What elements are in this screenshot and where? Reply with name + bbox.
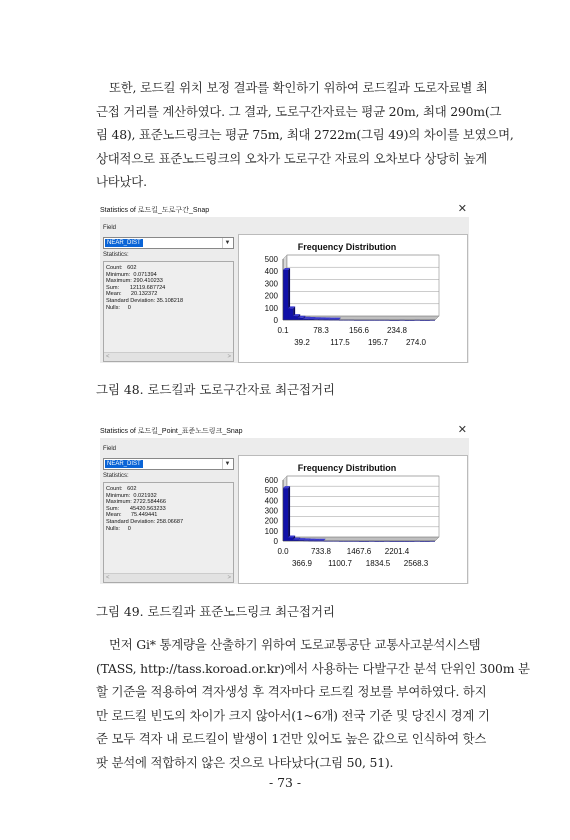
text-line: 팟 분석에 적합하지 않은 것으로 나타났다(그림 50, 51). xyxy=(96,754,394,770)
y-tick-label: 100 xyxy=(264,526,278,536)
chart-title: Frequency Distribution xyxy=(297,463,397,473)
field-select[interactable] xyxy=(103,458,234,470)
histogram-bar xyxy=(283,270,288,320)
statistics-dialog-48 xyxy=(96,201,473,367)
close-icon[interactable]: ✕ xyxy=(457,203,467,215)
figure-caption-48: 그림 48. 로드킬과 도로구간자료 최근접거리 xyxy=(96,382,335,397)
chart-svg xyxy=(239,235,467,362)
frequency-chart xyxy=(238,455,468,584)
page-number: - 73 - xyxy=(268,775,302,790)
x-tick-label: 733.8 xyxy=(310,547,332,556)
dialog-body xyxy=(100,438,469,584)
histogram-bar xyxy=(298,318,303,320)
text-line: 준 모두 격자 내 로드킬이 발생이 1건만 있어도 높은 값으로 인식하여 핫스 xyxy=(96,731,487,746)
y-tick-label: 200 xyxy=(264,291,278,301)
scroll-right-icon[interactable]: > xyxy=(227,575,231,581)
x-tick-label: 0.0 xyxy=(277,547,289,556)
horizontal-scrollbar[interactable] xyxy=(104,573,233,582)
field-value: NEAR_DIST xyxy=(107,461,141,467)
chevron-down-icon[interactable]: ▼ xyxy=(222,238,232,248)
paragraph-2 xyxy=(96,633,530,774)
dialog-body xyxy=(100,217,469,363)
y-tick-label: 500 xyxy=(264,486,278,496)
x-tick-label: 195.7 xyxy=(367,338,389,347)
statistics-text: Count: 602 Minimum: 0.071394 Maximum: 290.410233 Sum: 12119.687724 Mean: 20.132372 Standard Deviation: 35.108218 Nulls: 0 xyxy=(106,265,184,311)
text-line: 먼저 Gi* 통계량을 산출하기 위하여 도로교통공단 교통사고분석시스템 xyxy=(109,637,481,652)
text-line: 림 48), 표준노드링크는 평균 75m, 최대 2722m(그림 49)의 차이를 보였으며, xyxy=(96,127,514,142)
field-select[interactable] xyxy=(103,237,234,249)
x-tick-label: 1100.7 xyxy=(328,559,352,568)
dialog-title: Statistics of 로드킬_Point_표준노드링크_Snap xyxy=(100,428,243,435)
x-tick-label: 78.3 xyxy=(313,326,329,335)
text-line: 나타났다. xyxy=(96,174,147,189)
chart-plot-area xyxy=(287,255,439,316)
x-tick-label: 274.0 xyxy=(405,338,427,347)
y-tick-label: 100 xyxy=(264,303,278,313)
paragraph-1 xyxy=(96,76,514,194)
close-icon[interactable]: ✕ xyxy=(457,424,467,436)
x-tick-label: 156.6 xyxy=(348,326,370,335)
chart-svg xyxy=(239,456,467,583)
x-tick-label: 0.1 xyxy=(277,326,289,335)
text-line: 만 로드킬 빈도의 차이가 크지 않아서(1~6개) 전국 기준 및 당진시 경계 기 xyxy=(96,707,490,723)
statistics-dialog-49 xyxy=(96,422,473,588)
figure-caption-49: 그림 49. 로드킬과 표준노드링크 최근접거리 xyxy=(96,604,335,619)
y-tick-label: 500 xyxy=(264,255,278,264)
chevron-down-icon[interactable]: ▼ xyxy=(222,459,232,469)
text-line: 근접 거리를 계산하였다. 그 결과, 도로구간자료는 평균 20m, 최대 290m(그 xyxy=(96,103,502,119)
histogram-bar xyxy=(283,488,288,541)
statistics-text: Count: 602 Minimum: 0.021932 Maximum: 2722.584466 Sum: 45420.563233 Mean: 75.449441 Standard Deviation: 258.06687 Nulls: 0 xyxy=(106,486,184,532)
dialog-title: Statistics of 로드킬_도로구간_Snap xyxy=(100,207,210,214)
chart-title: Frequency Distribution xyxy=(297,242,397,252)
x-tick-label: 39.2 xyxy=(294,338,310,347)
frequency-chart xyxy=(238,234,468,363)
field-value: NEAR_DIST xyxy=(107,240,141,246)
field-label: Field xyxy=(103,225,117,231)
x-tick-label: 117.5 xyxy=(330,338,350,347)
x-tick-label: 1467.6 xyxy=(346,547,372,556)
scroll-right-icon[interactable]: > xyxy=(227,354,231,360)
text-line: (TASS, http://tass.koroad.or.kr)에서 사용하는 다발구간 분석 단위인 300m 분 xyxy=(96,660,530,676)
y-tick-label: 300 xyxy=(264,279,278,289)
scroll-left-icon[interactable]: < xyxy=(106,354,110,360)
histogram-bar xyxy=(293,316,298,320)
y-tick-label: 400 xyxy=(264,496,278,506)
y-tick-label: 600 xyxy=(264,476,278,485)
x-tick-label: 234.8 xyxy=(386,326,408,335)
y-tick-label: 200 xyxy=(264,516,278,526)
statistics-label: Statistics: xyxy=(103,473,129,479)
statistics-box xyxy=(103,482,234,583)
x-tick-label: 2201.4 xyxy=(384,547,410,556)
scroll-left-icon[interactable]: < xyxy=(106,575,110,581)
y-tick-label: 0 xyxy=(273,537,278,546)
x-tick-label: 366.9 xyxy=(291,559,313,568)
field-label: Field xyxy=(103,446,117,452)
statistics-box xyxy=(103,261,234,362)
x-tick-label: 1834.5 xyxy=(365,559,391,568)
y-tick-label: 400 xyxy=(264,267,278,277)
text-line: 또한, 로드킬 위치 보정 결과를 확인하기 위하여 로드킬과 도로자료별 최 xyxy=(109,80,488,95)
histogram-bar-side xyxy=(288,486,290,541)
text-line: 상대적으로 표준노드링크의 오차가 도로구간 자료의 오차보다 상당히 높게 xyxy=(96,150,488,166)
text-line: 할 기준을 적용하여 격자생성 후 격자마다 로드킬 정보를 부여하였다. 하지 xyxy=(96,684,487,699)
y-tick-label: 300 xyxy=(264,506,278,516)
y-tick-label: 0 xyxy=(273,316,278,325)
statistics-label: Statistics: xyxy=(103,252,129,258)
x-tick-label: 2568.3 xyxy=(403,559,429,568)
histogram-bar xyxy=(288,308,293,320)
histogram-bar xyxy=(288,537,293,541)
horizontal-scrollbar[interactable] xyxy=(104,352,233,361)
